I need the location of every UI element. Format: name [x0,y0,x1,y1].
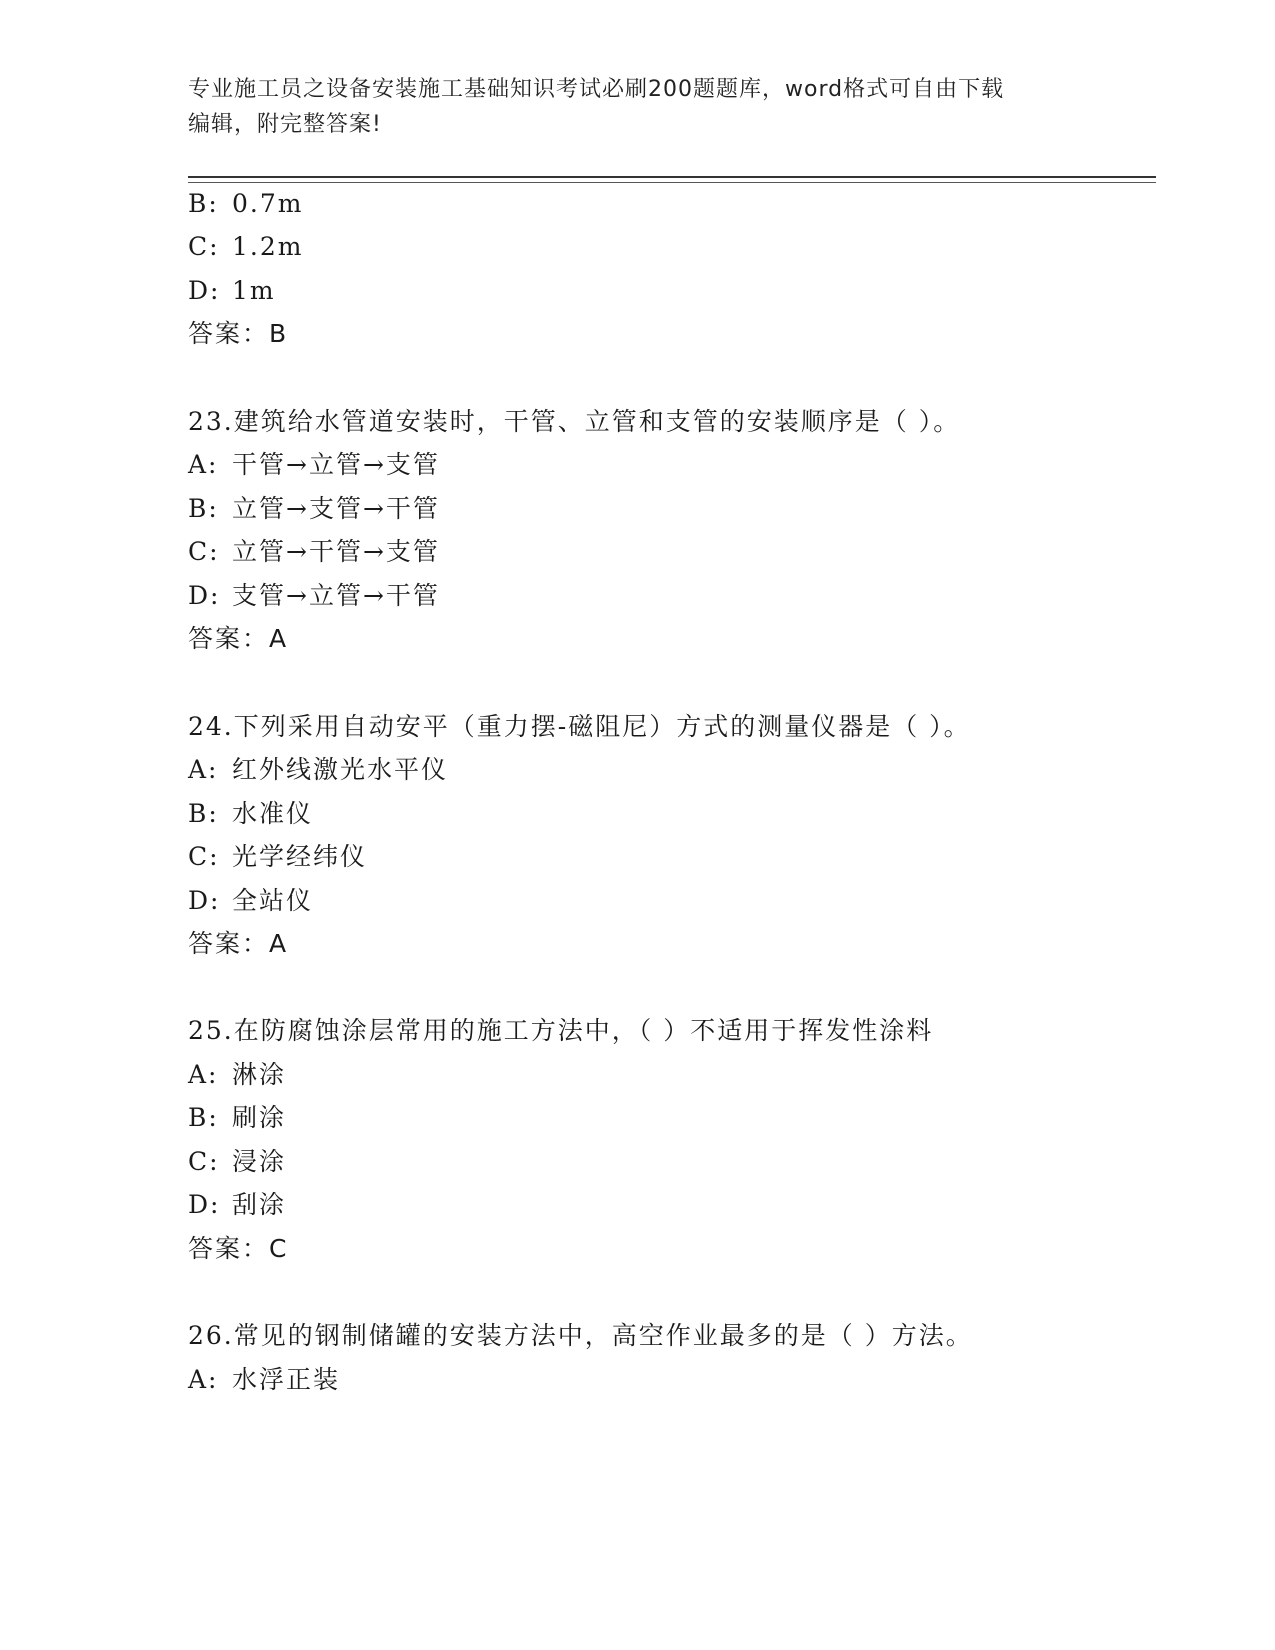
option-line [188,581,440,611]
option-text: 立管→干管→支管 [232,537,440,566]
answer-line: 答案：B [188,319,289,348]
question-stem: 23.建筑给水管道安装时，干管、立管和支管的安装顺序是（ ）。 [188,407,961,436]
option-line [188,842,367,872]
option-line [188,1365,340,1395]
header-divider-thick [188,176,1156,178]
option-text: 水浮正装 [232,1365,341,1394]
question-stem: 24.下列采用自动安平（重力摆-磁阻尼）方式的测量仪器是（ ）。 [188,712,971,741]
option-line [188,1060,286,1090]
option-text: 立管→支管→干管 [232,494,440,523]
answer-line: 答案：A [188,929,289,958]
option-key: B: [188,189,219,218]
option-line [188,450,440,480]
question-stem: 25.在防腐蚀涂层常用的施工方法中，（ ）不适用于挥发性涂料 [188,1016,934,1045]
option-line [188,755,448,785]
header-line-1: 专业施工员之设备安装施工基础知识考试必刷200题题库，word格式可自由下载 [188,77,1005,102]
option-key: C: [188,1147,220,1176]
option-text: 1m [232,276,276,305]
option-line [188,1190,286,1220]
option-text: 0.7m [232,189,304,218]
option-text: 水准仪 [232,799,314,828]
answer-line: 答案：A [188,624,289,653]
option-line [188,1103,286,1133]
option-key: D: [188,581,221,610]
option-text: 刮涂 [232,1190,287,1219]
option-text: 淋涂 [232,1060,287,1089]
question-stem: 26.常见的钢制储罐的安装方法中，高空作业最多的是（ ）方法。 [188,1321,973,1350]
header-divider-thin [188,182,1156,183]
option-key: B: [188,1103,219,1132]
option-text: 1.2m [232,232,304,261]
option-key: C: [188,842,220,871]
option-line [188,232,303,262]
option-line [188,189,303,219]
option-key: D: [188,276,221,305]
document-header [188,72,1068,142]
option-text: 干管→立管→支管 [232,450,440,479]
option-text: 支管→立管→干管 [232,581,440,610]
answer-line: 答案：C [188,1234,289,1263]
option-text: 红外线激光水平仪 [232,755,449,784]
option-text: 浸涂 [232,1147,287,1176]
option-key: C: [188,537,220,566]
option-key: A: [188,755,219,784]
option-key: D: [188,1190,221,1219]
option-text: 全站仪 [232,886,314,915]
option-line [188,799,313,829]
option-line [188,886,313,916]
option-line [188,1147,286,1177]
option-key: B: [188,494,219,523]
option-line [188,537,440,567]
option-key: B: [188,799,219,828]
option-line [188,494,440,524]
option-line [188,276,276,306]
option-key: C: [188,232,220,261]
option-text: 光学经纬仪 [232,842,368,871]
option-text: 刷涂 [232,1103,287,1132]
option-key: D: [188,886,221,915]
option-key: A: [188,450,219,479]
option-key: A: [188,1060,219,1089]
option-key: A: [188,1365,219,1394]
header-line-2: 编辑，附完整答案! [188,112,382,137]
